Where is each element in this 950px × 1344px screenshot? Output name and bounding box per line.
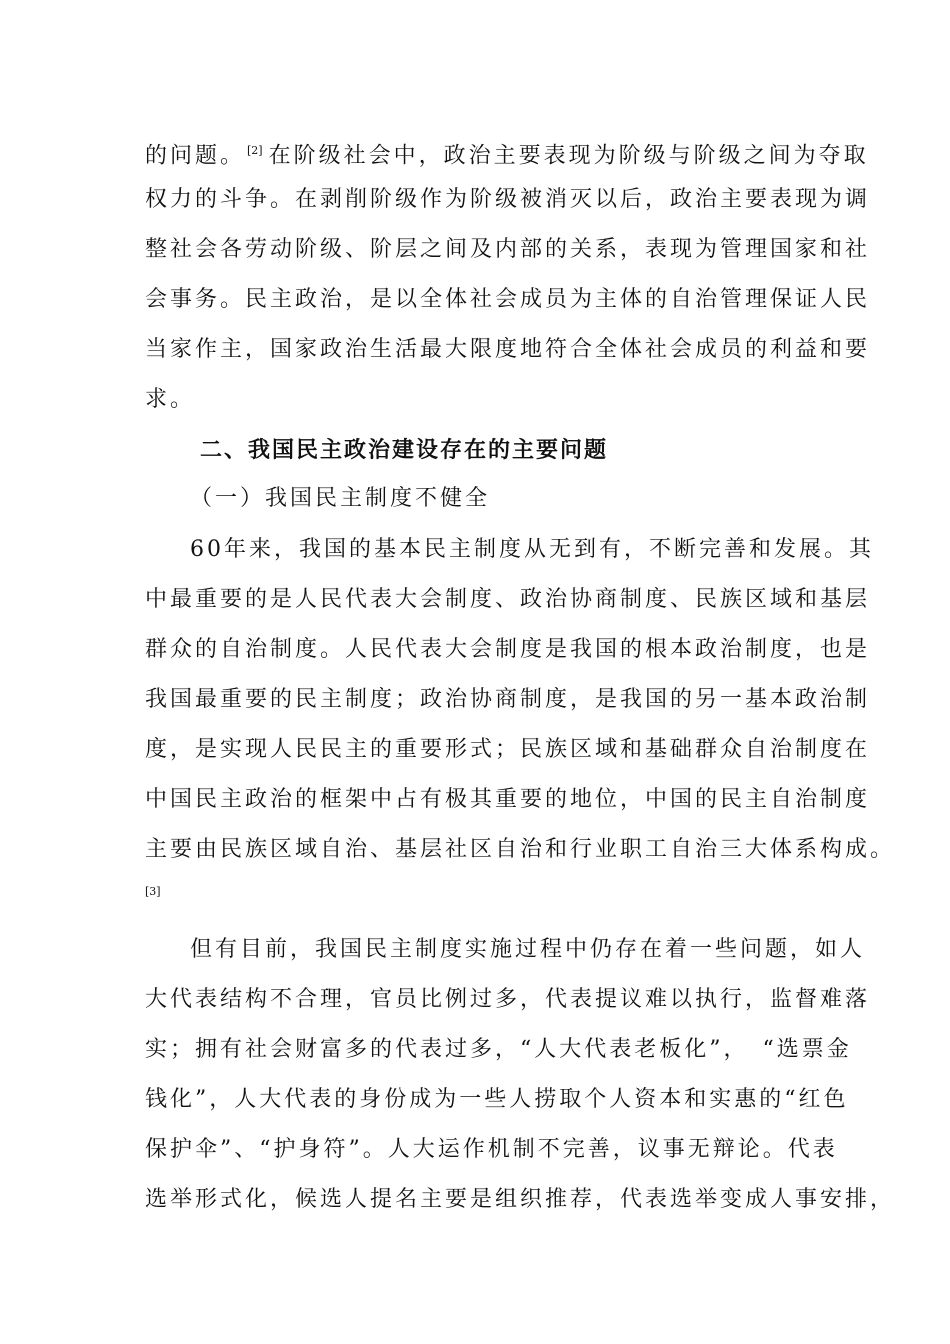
footnote-reference: [3] bbox=[145, 885, 161, 898]
paragraph-line bbox=[145, 136, 869, 171]
footnote-reference: [2] bbox=[247, 144, 263, 157]
paragraph-line: 60年来，我国的基本民主制度从无到有，不断完善和发展。其 bbox=[190, 537, 874, 562]
paragraph-line: 度，是实现人民民主的重要形式；民族区域和基础群众自治制度在 bbox=[145, 737, 871, 762]
paragraph-line: 群众的自治制度。人民代表大会制度是我国的根本政治制度，也是 bbox=[145, 637, 871, 662]
paragraph-line: 中最重要的是人民代表大会制度、政治协商制度、民族区域和基层 bbox=[145, 587, 871, 612]
paragraph-line: 中国民主政治的框架中占有极其重要的地位，中国的民主自治制度 bbox=[145, 787, 871, 812]
text-run: 的问题。 bbox=[145, 143, 246, 169]
paragraph-line: 会事务。民主政治，是以全体社会成员为主体的自治管理保证人民 bbox=[145, 287, 871, 312]
text-run: 在阶级社会中，政治主要表现为阶级与阶级之间为夺取 bbox=[268, 143, 869, 169]
paragraph-line: 权力的斗争。在剥削阶级作为阶级被消灭以后，政治主要表现为调 bbox=[145, 187, 871, 212]
section-heading: 二、我国民主政治建设存在的主要问题 bbox=[200, 437, 609, 463]
paragraph-line: 但有目前，我国民主制度实施过程中仍存在着一些问题，如人 bbox=[190, 937, 866, 962]
subsection-heading: （一）我国民主制度不健全 bbox=[190, 486, 491, 511]
paragraph-line: 求。 bbox=[145, 387, 196, 412]
paragraph-line: 钱化”，人大代表的身份成为一些人捞取个人资本和实惠的“红色 bbox=[145, 1087, 849, 1112]
paragraph-line: 主要由民族区域自治、基层社区自治和行业职工自治三大体系构成。 bbox=[145, 837, 896, 862]
paragraph-line: 整社会各劳动阶级、阶层之间及内部的关系，表现为管理国家和社 bbox=[145, 237, 871, 262]
paragraph-line: 大代表结构不合理，官员比例过多，代表提议难以执行，监督难落 bbox=[145, 987, 871, 1012]
paragraph-line: 选举形式化，候选人提名主要是组织推荐，代表选举变成人事安排， bbox=[145, 1187, 896, 1212]
paragraph-line: 实；拥有社会财富多的代表过多，“人大代表老板化”， “选票金 bbox=[145, 1037, 852, 1062]
paragraph-line: 我国最重要的民主制度；政治协商制度，是我国的另一基本政治制 bbox=[145, 687, 871, 712]
paragraph-line: 保护伞”、“护身符”。人大运作机制不完善，议事无辩论。代表 bbox=[145, 1137, 838, 1162]
paragraph-line: 当家作主，国家政治生活最大限度地符合全体社会成员的利益和要 bbox=[145, 337, 871, 362]
